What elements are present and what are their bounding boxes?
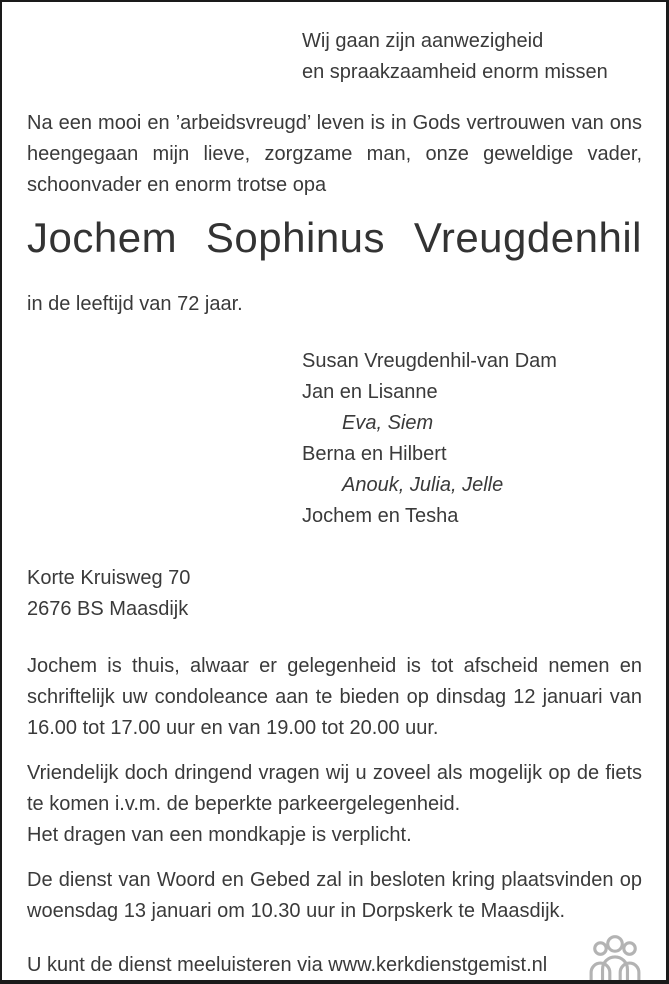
- family-member: Susan Vreugdenhil-van Dam: [302, 350, 557, 372]
- mask-rule-line: Het dragen van een mondkapje is verplicht.: [27, 824, 412, 846]
- bike-request-text: Vriendelijk doch dringend vragen wij u zoveel als mogelijk op de fiets te komen i.v.m. de beperkte parkeergelegenheid.: [27, 762, 642, 815]
- listen-row: [27, 935, 642, 984]
- address-street: Korte Kruisweg 70: [27, 567, 191, 589]
- listen-line: U kunt de dienst meeluisteren via www.kerkdienstgemist.nl: [27, 954, 548, 976]
- address-block: [27, 563, 642, 625]
- family-figures-icon: [588, 935, 642, 984]
- visiting-paragraph: Jochem is thuis, alwaar er gelegenheid is tot afscheid nemen en schriftelijk uw condoleance aan te bieden op dinsdag 12 januari van 16.00 tot 17.00 uur en van 19.00 tot 20.00 uur.: [27, 655, 642, 739]
- family-member: Berna en Hilbert: [302, 443, 447, 465]
- opening-line: Wij gaan zijn aanwezigheid: [302, 30, 544, 52]
- family-grandchildren: Anouk, Julia, Jelle: [342, 474, 504, 496]
- family-list: [302, 346, 642, 532]
- family-member: Jan en Lisanne: [302, 381, 438, 403]
- service-paragraph: De dienst van Woord en Gebed zal in besloten kring plaatsvinden op woensdag 13 januari om 10.30 uur in Dorpskerk te Maasdijk.: [27, 869, 642, 922]
- deceased-name: Jochem Sophinus Vreugdenhil: [27, 214, 642, 261]
- family-member: Jochem en Tesha: [302, 505, 459, 527]
- age-line: in de leeftijd van 72 jaar.: [27, 293, 243, 315]
- opening-line: en spraakzaamheid enorm missen: [302, 61, 608, 83]
- family-grandchildren: Eva, Siem: [342, 412, 434, 434]
- opening-lines: [302, 26, 642, 88]
- intro-paragraph: Na een mooi en ’arbeidsvreugd’ leven is in Gods vertrouwen van ons heengegaan mijn lieve, zorgzame man, onze geweldige vader, schoonvader en enorm trotse opa: [27, 112, 642, 196]
- address-city: 2676 BS Maasdijk: [27, 598, 189, 620]
- bike-request-paragraph: [27, 758, 642, 851]
